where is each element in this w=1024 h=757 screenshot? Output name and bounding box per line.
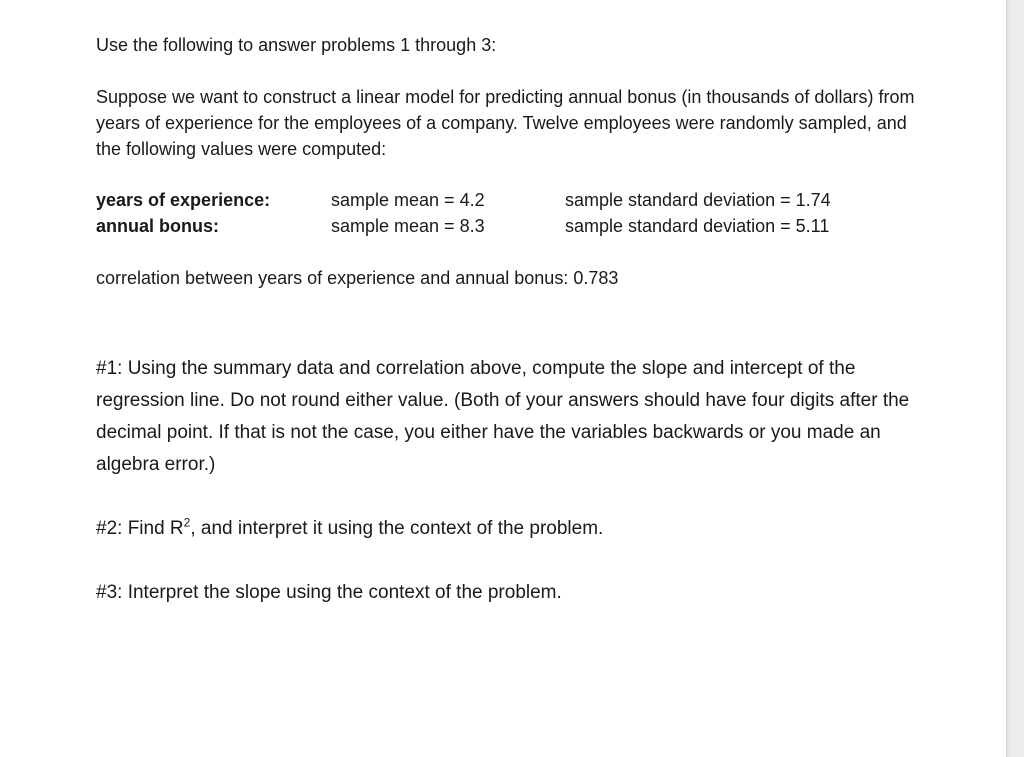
question-2 — [96, 513, 926, 545]
problem-paragraph: Suppose we want to construct a linear model for predicting annual bonus (in thousands of dollars) from years of experience for the employees of a company. Twelve employees were randomly sampled, and the following values were computed: — [96, 87, 915, 159]
intro-text: Use the following to answer problems 1 through 3: — [96, 35, 497, 55]
stats-label-experience: years of experience: — [96, 190, 271, 210]
stats-sd-bonus: sample standard deviation = 5.11 — [565, 216, 830, 236]
correlation-text: correlation between years of experience and annual bonus: 0.783 — [96, 268, 619, 288]
question-2-superscript: 2 — [183, 515, 191, 530]
question-1: #1: Using the summary data and correlation above, compute the slope and intercept of the regression line. Do not round either value. (Both of your answers should have four digits after the decimal point. If that is not the case, you either have the variables backwards or you made an algebra error.) — [96, 358, 910, 475]
stats-label-bonus: annual bonus: — [96, 216, 219, 236]
stats-sd-experience: sample standard deviation = 1.74 — [565, 190, 831, 210]
question-3: #3: Interpret the slope using the context of the problem. — [96, 582, 562, 603]
question-2-start: #2: Find R — [96, 518, 184, 539]
stats-mean-experience: sample mean = 4.2 — [331, 190, 485, 210]
stats-mean-bonus: sample mean = 8.3 — [331, 216, 485, 236]
question-2-end: , and interpret it using the context of the problem. — [190, 518, 604, 539]
